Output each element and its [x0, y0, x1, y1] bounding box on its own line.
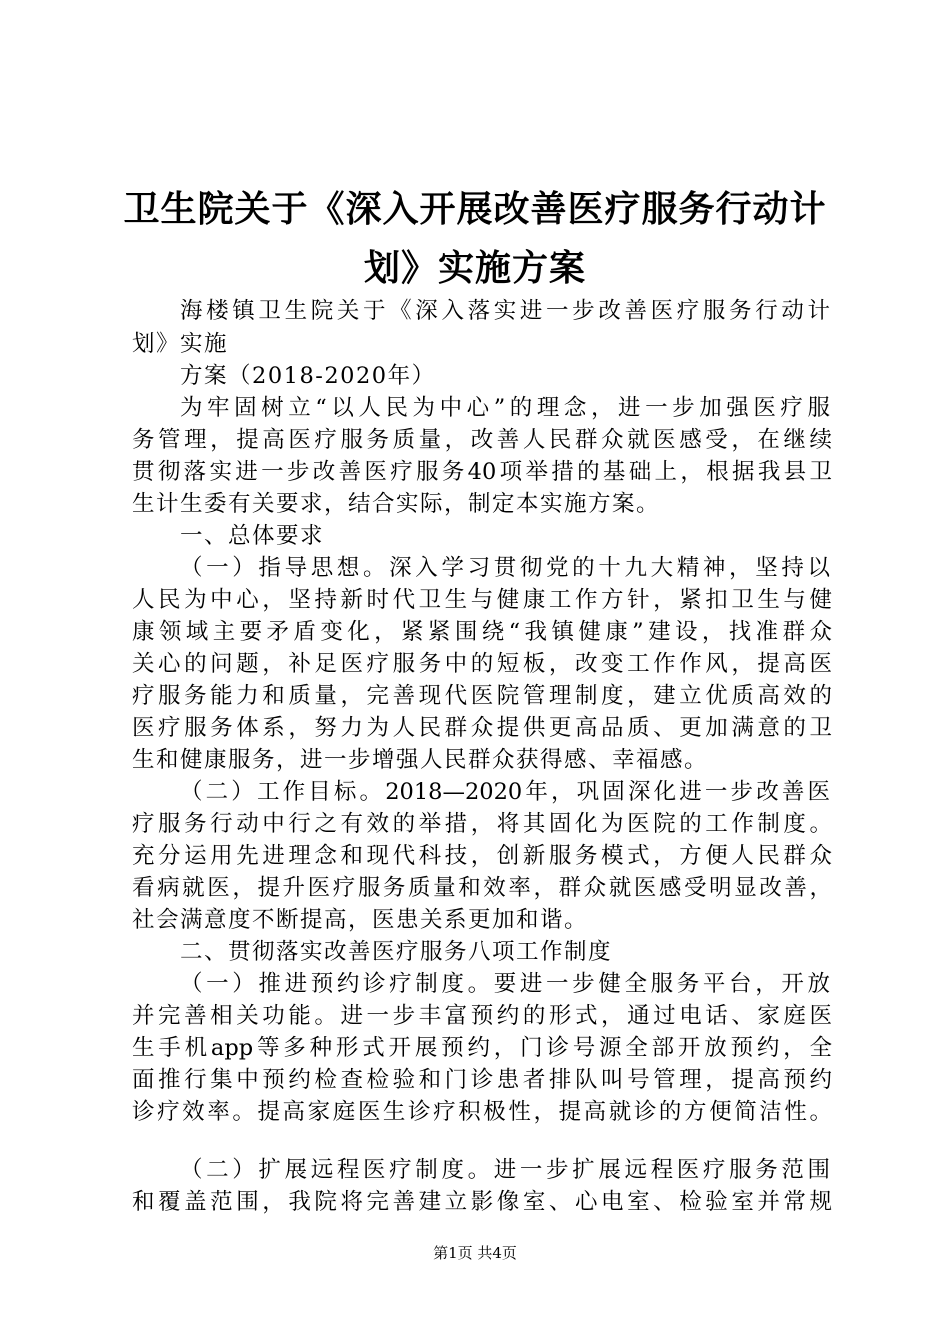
page-footer: 第1页 共4页 — [433, 1244, 517, 1262]
paragraph-line: 充分运用先进理念和现代科技，创新服务模式，方便人民群众 — [132, 843, 832, 869]
paragraph-line: 生手机app等多种形式开展预约，门诊号源全部开放预约，全 — [132, 1035, 832, 1061]
paragraph-line: （一）推进预约诊疗制度。要进一步健全服务平台，开放 — [180, 971, 830, 997]
paragraph-line: 看病就医，提升医疗服务质量和效率，群众就医感受明显改善， — [132, 875, 832, 901]
paragraph-line: （一）指导思想。深入学习贯彻党的十九大精神，坚持以 — [180, 555, 830, 581]
paragraph-line: 划》实施 — [132, 331, 229, 357]
section-heading: 二、贯彻落实改善医疗服务八项工作制度 — [180, 939, 613, 965]
paragraph-line: 贯彻落实进一步改善医疗服务40项举措的基础上，根据我县卫 — [132, 459, 832, 485]
paragraph-line: 医疗服务体系，努力为人民群众提供更高品质、更加满意的卫 — [132, 715, 832, 741]
paragraph-line: 务管理，提高医疗服务质量，改善人民群众就医感受，在继续 — [132, 427, 832, 453]
paragraph-line: 关心的问题，补足医疗服务中的短板，改变工作作风，提高医 — [132, 651, 832, 677]
paragraph-line: （二）工作目标。2018—2020年，巩固深化进一步改善医 — [180, 779, 830, 805]
paragraph-line: 康领域主要矛盾变化，紧紧围绕“我镇健康”建设，找准群众 — [132, 619, 832, 645]
paragraph-line: 为牢固树立“以人民为中心”的理念，进一步加强医疗服 — [180, 395, 830, 421]
paragraph-line: 面推行集中预约检查检验和门诊患者排队叫号管理，提高预约 — [132, 1067, 832, 1093]
paragraph-line: 社会满意度不断提高，医患关系更加和谐。 — [132, 907, 589, 933]
document-title-line-1: 卫生院关于《深入开展改善医疗服务行动计 — [123, 189, 827, 230]
paragraph-line: 方案（2018-2020年） — [180, 363, 436, 389]
paragraph-line: 诊疗效率。提高家庭医生诊疗积极性，提高就诊的方便简洁性。 — [132, 1099, 832, 1125]
paragraph-line: 疗服务能力和质量，完善现代医院管理制度，建立优质高效的 — [132, 683, 832, 709]
paragraph-line: 人民为中心，坚持新时代卫生与健康工作方针，紧扣卫生与健 — [132, 587, 832, 613]
section-heading: 一、总体要求 — [180, 523, 325, 549]
paragraph-line: 和覆盖范围，我院将完善建立影像室、心电室、检验室并常规 — [132, 1189, 832, 1215]
paragraph-line: （二）扩展远程医疗制度。进一步扩展远程医疗服务范围 — [180, 1157, 830, 1183]
document-title-line-2: 划》实施方案 — [363, 248, 586, 289]
paragraph-line: 生计生委有关要求，结合实际，制定本实施方案。 — [132, 491, 661, 517]
paragraph-line: 疗服务行动中行之有效的举措，将其固化为医院的工作制度。 — [132, 811, 832, 837]
paragraph-line: 生和健康服务，进一步增强人民群众获得感、幸福感。 — [132, 747, 709, 773]
paragraph-line: 并完善相关功能。进一步丰富预约的形式，通过电话、家庭医 — [132, 1003, 832, 1029]
paragraph-line: 海楼镇卫生院关于《深入落实进一步改善医疗服务行动计 — [180, 298, 830, 324]
